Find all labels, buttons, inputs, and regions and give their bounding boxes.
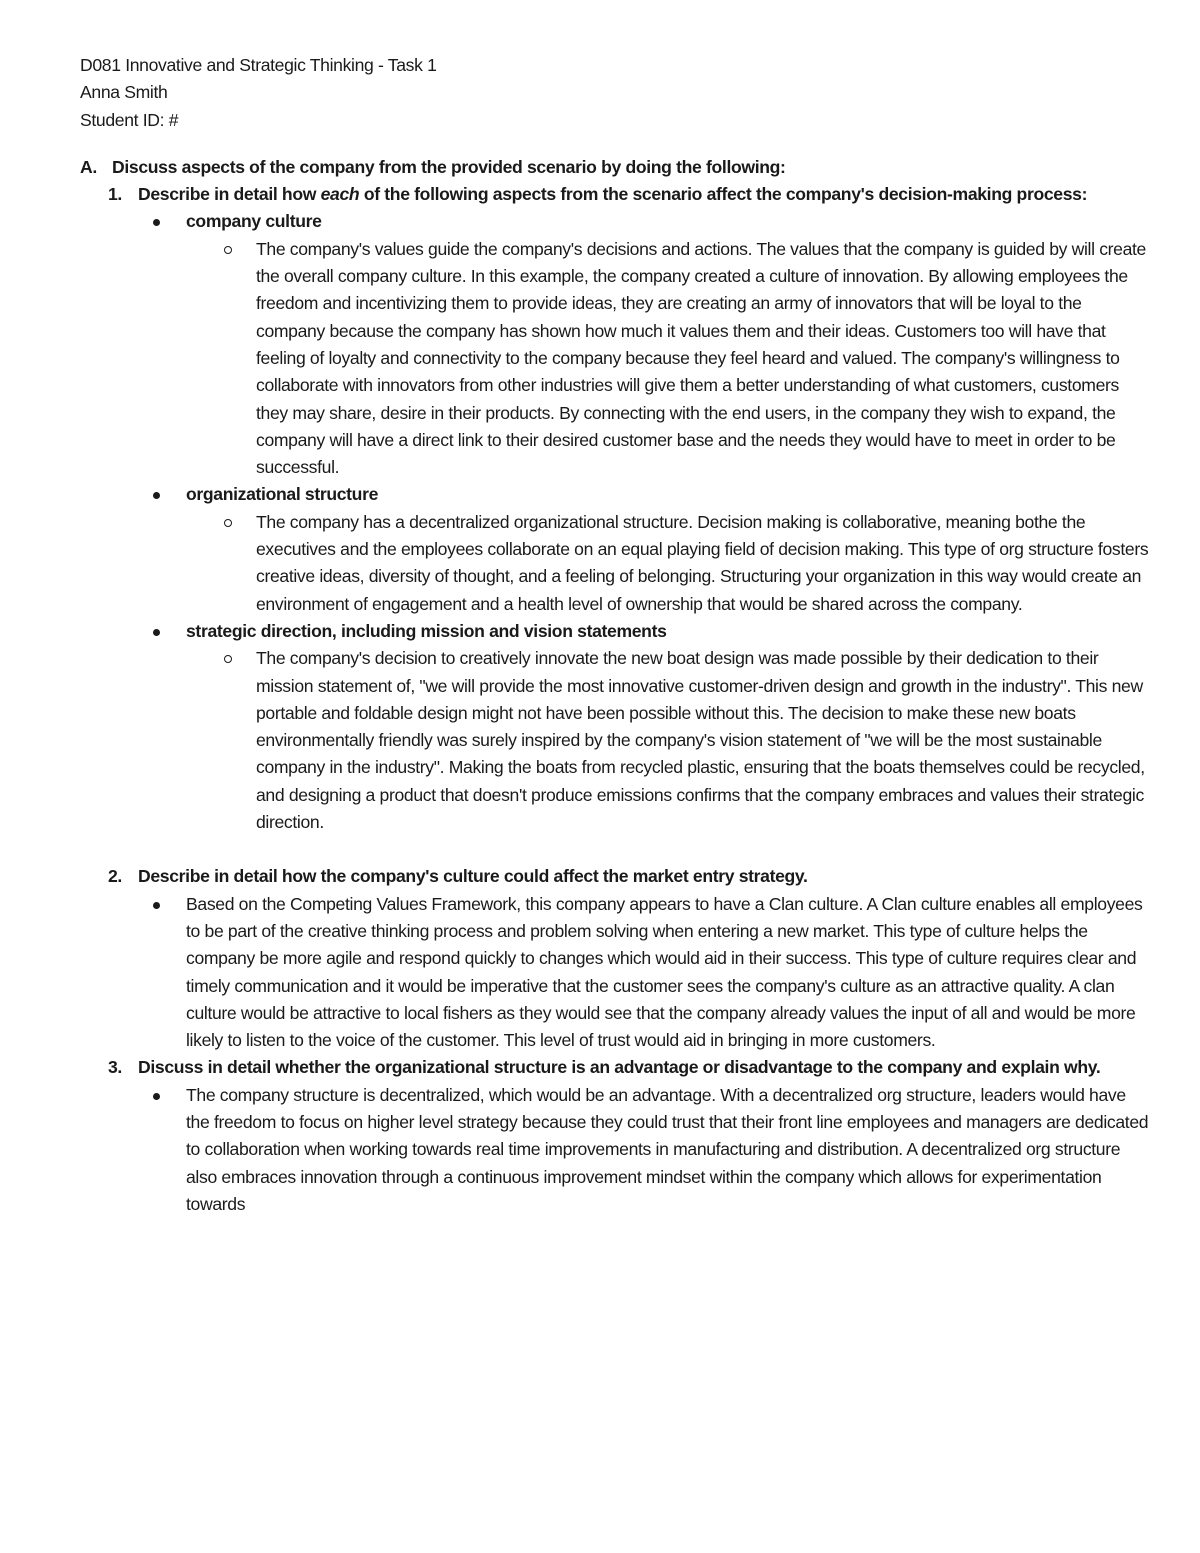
section-a-marker: A.	[80, 156, 97, 177]
answer-text: The company structure is decentralized, which would be an advantage. With a decentralized org structure, leaders would have the freedom to focus on higher level strategy because they could trust that their front line employees and managers are dedicated to collaboration when working towards real time improvements in manufacturing and distribution. A decentralized org structure also embraces innovation through a continuous improvement mindset within the company which allows for experimentation towards	[186, 1084, 1149, 1214]
bullet-dot-icon	[150, 481, 186, 508]
question-1-text-before: Describe in detail how	[138, 184, 321, 205]
sub-bullet-text: The company's decision to creatively innovate the new boat design was made possible by their dedication to their mission statement of, "we will provide the most innovative customer-driven design and growth in the industry". This new portable and foldable design might not have been possible without this. The decision to make these new boats environmentally friendly was surely inspired by the company's vision statement of "we will be the most sustainable company in the industry". Making the boats from recycled plastic, ensuring that the boats themselves could be recycled, and designing a product that doesn't produce emissions confirms that the company embraces and values their strategic direction.	[256, 648, 1145, 833]
bullet-label: company culture	[186, 211, 322, 232]
question-3-answer	[80, 1082, 1150, 1218]
question-1-number: 1.	[108, 184, 122, 205]
bullet-label: strategic direction, including mission and vision statements	[186, 620, 667, 641]
question-1	[80, 181, 1150, 208]
bullet-label: organizational structure	[186, 484, 379, 505]
bullet-circle-icon	[220, 509, 256, 618]
question-1-text-after: of the following aspects from the scenario affect the company's decision-making process:	[359, 184, 1088, 205]
sub-bullet-organizational-structure	[80, 509, 1150, 618]
document-title: D081 Innovative and Strategic Thinking - Task 1	[80, 55, 437, 75]
sub-bullet-text: The company has a decentralized organizational structure. Decision making is collaborative, meaning bothe the executives and the employees collaborate on an equal playing field of decision making. This type of org structure fosters creative ideas, diversity of thought, and a feeling of belonging. Structuring your organization in this way would create an environment of engagement and a health level of ownership that would be shared across the company.	[256, 511, 1149, 614]
question-2-text: Describe in detail how the company's culture could affect the market entry strategy.	[138, 866, 808, 887]
student-id: Student ID: #	[80, 109, 179, 130]
author-name: Anna Smith	[80, 82, 168, 103]
question-2-answer	[80, 891, 1150, 1055]
question-2	[80, 863, 1150, 890]
bullet-company-culture	[80, 208, 1150, 235]
question-1-text-emphasis: each	[320, 184, 360, 205]
bullet-dot-icon	[150, 891, 186, 1055]
document-content	[80, 52, 1150, 1218]
bullet-dot-icon	[150, 1082, 186, 1218]
question-2-number: 2.	[108, 866, 122, 887]
bullet-strategic-direction	[80, 618, 1150, 645]
question-3-number: 3.	[108, 1057, 122, 1078]
answer-text: Based on the Competing Values Framework, this company appears to have a Clan culture. A Clan culture enables all employees to be part of the creative thinking process and problem solving when entering a new market. This type of culture helps the company be more agile and respond quickly to changes which would aid in their success. This type of culture requires clear and timely communication and it would be imperative that the customer sees the company's culture as an attractive quality. A clan culture would be attractive to local fishers as they would see that the company already values the input of all and would be more likely to listen to the voice of the customer. This level of trust would aid in bringing in more customers.	[186, 893, 1143, 1051]
section-a-heading-text: Discuss aspects of the company from the provided scenario by doing the following:	[112, 156, 786, 177]
bullet-circle-icon	[220, 236, 256, 482]
sub-bullet-strategic-direction	[80, 645, 1150, 836]
section-a-heading	[80, 154, 1150, 181]
question-3	[80, 1054, 1150, 1081]
bullet-circle-icon	[220, 645, 256, 836]
question-3-text: Discuss in detail whether the organizational structure is an advantage or disadvantage to the company and explain why.	[138, 1057, 1101, 1078]
question-1-text	[138, 181, 1150, 208]
bullet-dot-icon	[150, 208, 186, 235]
bullet-dot-icon	[150, 618, 186, 645]
sub-bullet-text: The company's values guide the company's decisions and actions. The values that the company is guided by will create the overall company culture. In this example, the company created a culture of innovation. By allowing employees the freedom and incentivizing them to provide ideas, they are creating an army of innovators that will be loyal to the company because the company has shown how much it values them and their ideas. Customers too will have that feeling of loyalty and connectivity to the company because they feel heard and valued. The company's willingness to collaborate with innovators from other industries will give them a better understanding of what customers, customers they may share, desire in their products. By connecting with the end users, in the company they wish to expand, the company will have a direct link to their desired customer base and the needs they would have to meet in order to be successful.	[256, 238, 1146, 478]
bullet-organizational-structure	[80, 481, 1150, 508]
sub-bullet-company-culture	[80, 236, 1150, 482]
